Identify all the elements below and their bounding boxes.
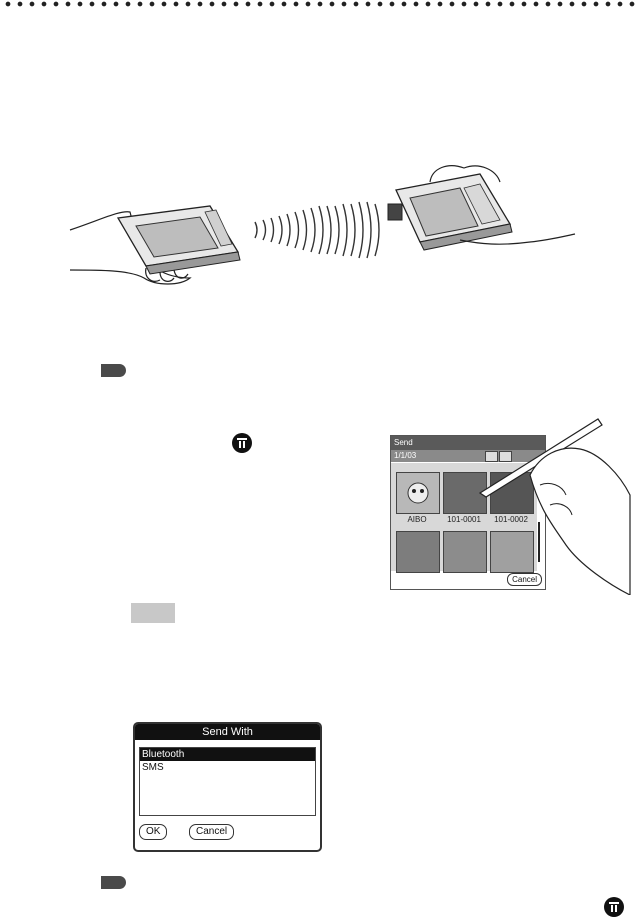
app-menu-icon [232, 433, 252, 453]
thumbnail-photo[interactable] [396, 531, 440, 573]
dotted-top-border [0, 0, 636, 8]
step-marker-1 [101, 364, 126, 377]
right-device [388, 174, 512, 250]
hand [530, 448, 630, 595]
app-menu-icon [604, 897, 624, 917]
beaming-illustration [60, 160, 580, 300]
option-sms[interactable]: SMS [142, 762, 164, 773]
send-screen-title: Send [391, 436, 545, 450]
send-method-list [139, 747, 316, 816]
send-date: 1/1/03 [394, 451, 417, 460]
step-marker-2 [101, 876, 126, 889]
thumbnail-label: 101-0001 [447, 515, 481, 524]
send-with-dialog [133, 722, 322, 852]
ok-button[interactable]: OK [139, 824, 167, 840]
option-bluetooth[interactable]: Bluetooth [140, 748, 315, 761]
stylus-hand [470, 415, 636, 595]
send-cancel-button[interactable]: Cancel [507, 573, 542, 586]
infrared-waves [255, 202, 379, 258]
cancel-button[interactable]: Cancel [189, 824, 234, 840]
note-label-box [131, 603, 175, 623]
thumbnail-label: AIBO [407, 515, 427, 524]
thumbnail-label: 101-0002 [494, 515, 528, 524]
dialog-title: Send With [135, 724, 320, 740]
thumbnail-aibo[interactable] [396, 472, 440, 514]
